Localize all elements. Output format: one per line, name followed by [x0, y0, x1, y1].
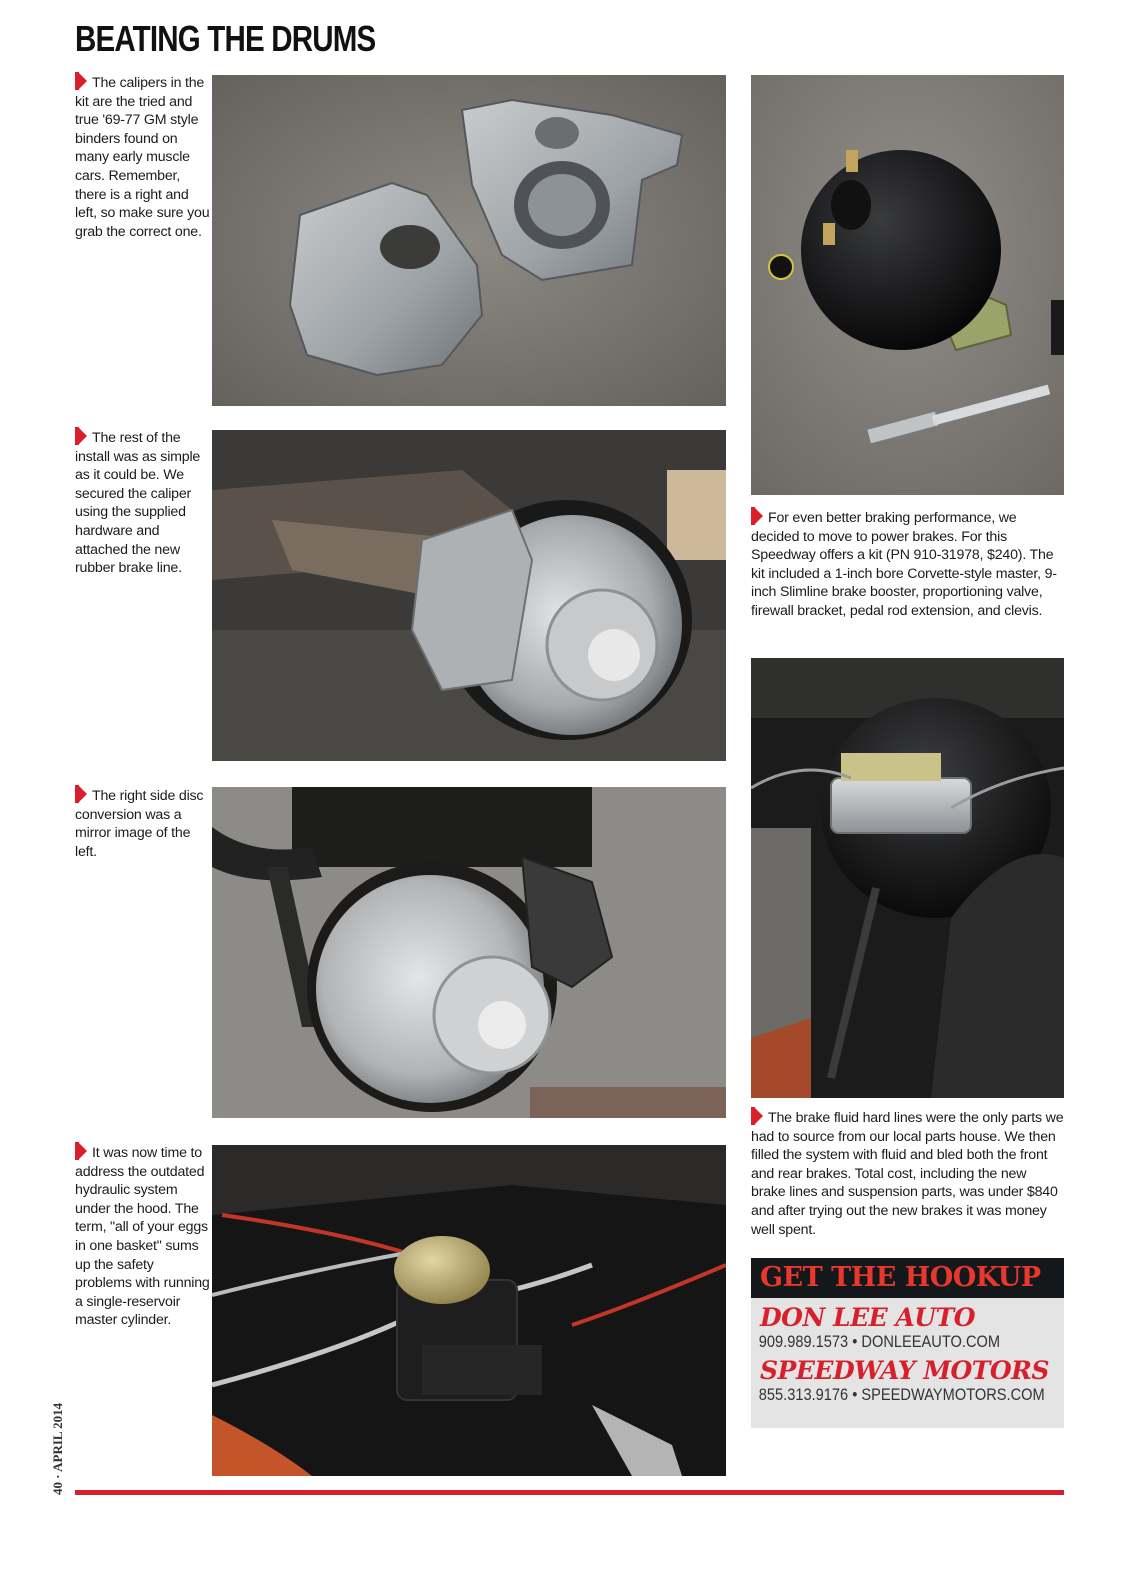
hookup-box: [751, 1258, 1064, 1428]
bullet-marker: [78, 72, 87, 90]
bullet-marker: [754, 1107, 763, 1125]
calipers-photo: [212, 75, 726, 406]
power-brakes-caption-text: For even better braking performance, we decided to move to power brakes. For this Speedway offers a kit (PN 910-31978, $240). The kit included a 1-inch bore Corvette-style master, 9-inch Slimline brake booster, proportioning valve, firewall bracket, pedal rod extension, and clevis.: [751, 510, 1057, 619]
page-title: BEATING THE DRUMS: [75, 18, 376, 59]
hydraulic-caption-text: It was now time to address the outdated hydraulic system under the hood. The term, "all of your eggs in one basket" sums up the safety problems with running a single-reservoir master cylinder.: [75, 1145, 210, 1329]
old-master-cylinder-photo: [212, 1145, 726, 1476]
bullet-marker: [754, 507, 763, 525]
vendor-name-don-lee: DON LEE AUTO: [760, 1303, 975, 1332]
footer-rule: [75, 1490, 1064, 1495]
new-master-cylinder-photo: [751, 658, 1064, 1098]
installed-caliper-photo: [212, 430, 726, 761]
hard-lines-caption-text: The brake fluid hard lines were the only parts we had to source from our local parts house. We then filled the system with fluid and bled both the front and rear brakes. Total cost, including the new brake lines and suspension parts, was under $840 and after trying out the new brakes it was money well spent.: [751, 1110, 1064, 1238]
calipers-caption: [75, 72, 211, 241]
booster-kit-photo: [751, 75, 1064, 495]
vendor-contact-don-lee: 909.989.1573 • DONLEEAUTO.COM: [758, 1332, 1001, 1351]
bullet-marker: [78, 427, 87, 445]
power-brakes-caption: [751, 507, 1064, 621]
vendor-name-speedway: SPEEDWAY MOTORS: [760, 1356, 1049, 1385]
right-side-caption-text: The right side disc conversion was a mirror image of the left.: [75, 788, 204, 860]
calipers-caption-text: The calipers in the kit are the tried and true '69-77 GM style binders found on many early muscle cars. Remember, there is a right and left, so make sure you grab the correct one.: [75, 75, 210, 240]
right-side-disc-photo: [212, 787, 726, 1118]
vendor-contact-speedway: 855.313.9176 • SPEEDWAYMOTORS.COM: [758, 1385, 1045, 1404]
install-caption: [75, 427, 211, 578]
page-folio: 40 · APRIL 2014: [50, 1402, 65, 1495]
hydraulic-caption: [75, 1142, 211, 1330]
hookup-heading: GET THE HOOKUP: [751, 1258, 1064, 1298]
bullet-marker: [78, 1142, 87, 1160]
hard-lines-caption: [751, 1107, 1064, 1239]
install-caption-text: The rest of the install was as simple as it could be. We secured the caliper using the supplied hardware and attached the new rubber brake line.: [75, 430, 201, 577]
right-side-caption: [75, 785, 211, 861]
bullet-marker: [78, 785, 87, 803]
